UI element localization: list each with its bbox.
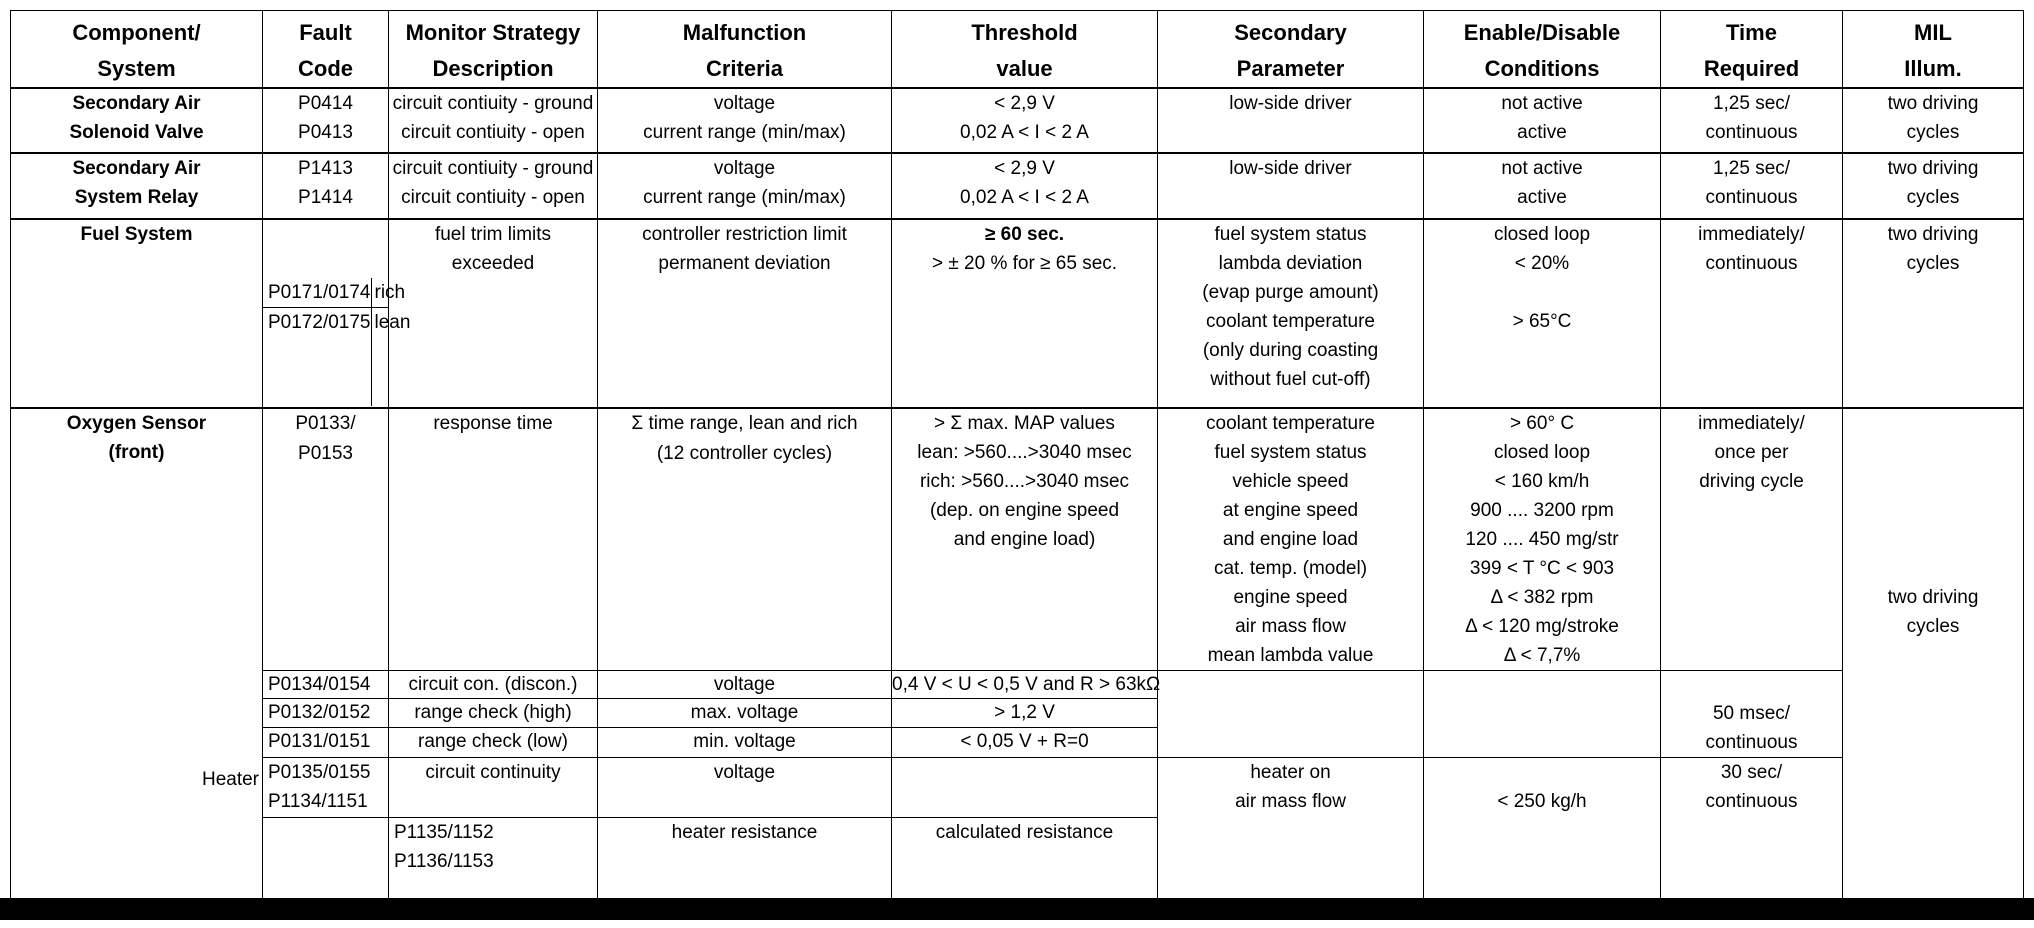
header-component: Component/ System [11,11,263,89]
fuel-rich-label: rich [374,282,406,303]
time-cell: 1,25 sec/ continuous [1661,153,1843,219]
component-cell: Oxygen Sensor (front) Heater [11,408,263,905]
time-cell: immediately/ continuous [1661,219,1843,408]
footer-bar [0,898,2034,920]
threshold-cell: < 2,9 V 0,02 A < I < 2 A [892,153,1158,219]
threshold-cell: < 2,9 V 0,02 A < I < 2 A [892,88,1158,153]
obd-monitor-table [10,10,2024,906]
threshold-cell: > Σ max. MAP values lean: >560....>3040 msec rich: >560....>3040 msec (dep. on engine speed and engine load) [892,408,1158,671]
component-cell: Secondary Air System Relay [11,153,263,219]
fault-code-cell: P0133/ P0153 [263,408,389,671]
threshold-cell: > 1,2 V [892,699,1158,728]
threshold-cell: < 0,05 V + R=0 [892,728,1158,757]
time-cell: 50 msec/ continuous [1661,699,1843,758]
fault-code-cell: P1413 P1414 [263,153,389,219]
time-cell: 30 sec/ continuous [1661,757,1843,905]
criteria-cell: voltage current range (min/max) [598,153,892,219]
fuel-lean-label: lean [374,312,411,333]
description-cell: range check (high) [389,699,598,728]
header-time-required: Time Required [1661,11,1843,89]
description-cell: fuel trim limits exceeded [389,219,598,408]
conditions-cell: < 250 kg/h [1424,757,1661,905]
table-row [11,153,2024,219]
time-cell [1661,671,1843,699]
mil-cell: two driving cycles [1843,153,2024,219]
secondary-cell [1158,671,1424,758]
mil-cell: two driving cycles [1843,219,2024,408]
mil-cell: two driving cycles [1843,88,2024,153]
mil-cell: two driving cycles [1843,408,2024,905]
description-cell: response time [389,408,598,671]
conditions-cell: not active active [1424,153,1661,219]
threshold-cell: 0,4 V < U < 0,5 V and R > 63kΩ [892,671,1158,699]
fault-code-cell: P0414 P0413 [263,88,389,153]
time-cell: 1,25 sec/ continuous [1661,88,1843,153]
criteria-cell: calculated resistance [892,817,1158,905]
description-cell: range check (low) [389,728,598,757]
component-cell: Fuel System [11,219,263,408]
criteria-cell: Σ time range, lean and rich (12 controller cycles) [598,408,892,671]
table-row [11,699,2024,728]
table-row [11,408,2024,671]
component-cell [263,817,389,905]
criteria-cell: min. voltage [598,728,892,757]
header-monitor-strategy: Monitor Strategy Description [389,11,598,89]
component-cell: Secondary Air Solenoid Valve [11,88,263,153]
conditions-cell: not active active [1424,88,1661,153]
time-cell: immediately/ once per driving cycle [1661,408,1843,671]
header-threshold: Threshold value [892,11,1158,89]
table-row [11,88,2024,153]
header-secondary-parameter: Secondary Parameter [1158,11,1424,89]
criteria-cell: controller restriction limit permanent deviation [598,219,892,408]
header-row [11,11,2024,89]
fault-code-cell: P0134/0154 [263,671,389,699]
conditions-cell: closed loop < 20% > 65°C [1424,219,1661,408]
fault-code-cell: P0131/0151 [263,728,389,757]
criteria-cell: max. voltage [598,699,892,728]
conditions-cell: > 60° C closed loop < 160 km/h 900 .... 3200 rpm 120 .... 450 mg/str 399 < T °C < 903 Δ < 382 rpm Δ < 120 mg/stroke Δ < 7,7% [1424,408,1661,671]
threshold-cell: ≥ 60 sec. > ± 20 % for ≥ 65 sec. [892,219,1158,408]
threshold-cell [892,757,1158,817]
table-row [11,671,2024,699]
header-fault-code: Fault Code [263,11,389,89]
secondary-cell: low-side driver [1158,88,1424,153]
fuel-lean-code: P0172/0175 [263,308,372,406]
table-row [11,219,2024,408]
header-mil: MIL Illum. [1843,11,2024,89]
fault-code-cell [263,219,411,408]
secondary-cell: coolant temperature fuel system status vehicle speed at engine speed and engine load cat. temp. (model) engine speed air mass flow mean lambda value [1158,408,1424,671]
secondary-cell: fuel system status lambda deviation (evap purge amount) coolant temperature (only during coasting without fuel cut-off) [1158,219,1424,408]
criteria-cell: voltage [598,671,892,699]
header-malfunction-criteria: Malfunction Criteria [598,11,892,89]
fault-code-cell: P1135/1152 P1136/1153 [389,817,598,905]
conditions-cell [1424,671,1661,758]
fuel-rich-code: P0171/0174 [263,278,372,307]
description-cell: circuit contiuity - ground circuit contiuity - open [389,153,598,219]
heater-label: Heater [201,769,259,790]
header-enable-conditions: Enable/Disable Conditions [1424,11,1661,89]
fault-code-cell: P0135/0155 P1134/1151 [263,757,389,817]
description-cell: circuit contiuity - ground circuit contiuity - open [389,88,598,153]
description-cell: circuit con. (discon.) [389,671,598,699]
description-cell: heater resistance [598,817,892,905]
secondary-cell: low-side driver [1158,153,1424,219]
description-cell: circuit continuity [389,757,598,817]
secondary-cell: heater on air mass flow [1158,757,1424,905]
table-row [11,757,2024,817]
criteria-cell: voltage current range (min/max) [598,88,892,153]
fault-code-cell: P0132/0152 [263,699,389,728]
criteria-cell: voltage [598,757,892,817]
